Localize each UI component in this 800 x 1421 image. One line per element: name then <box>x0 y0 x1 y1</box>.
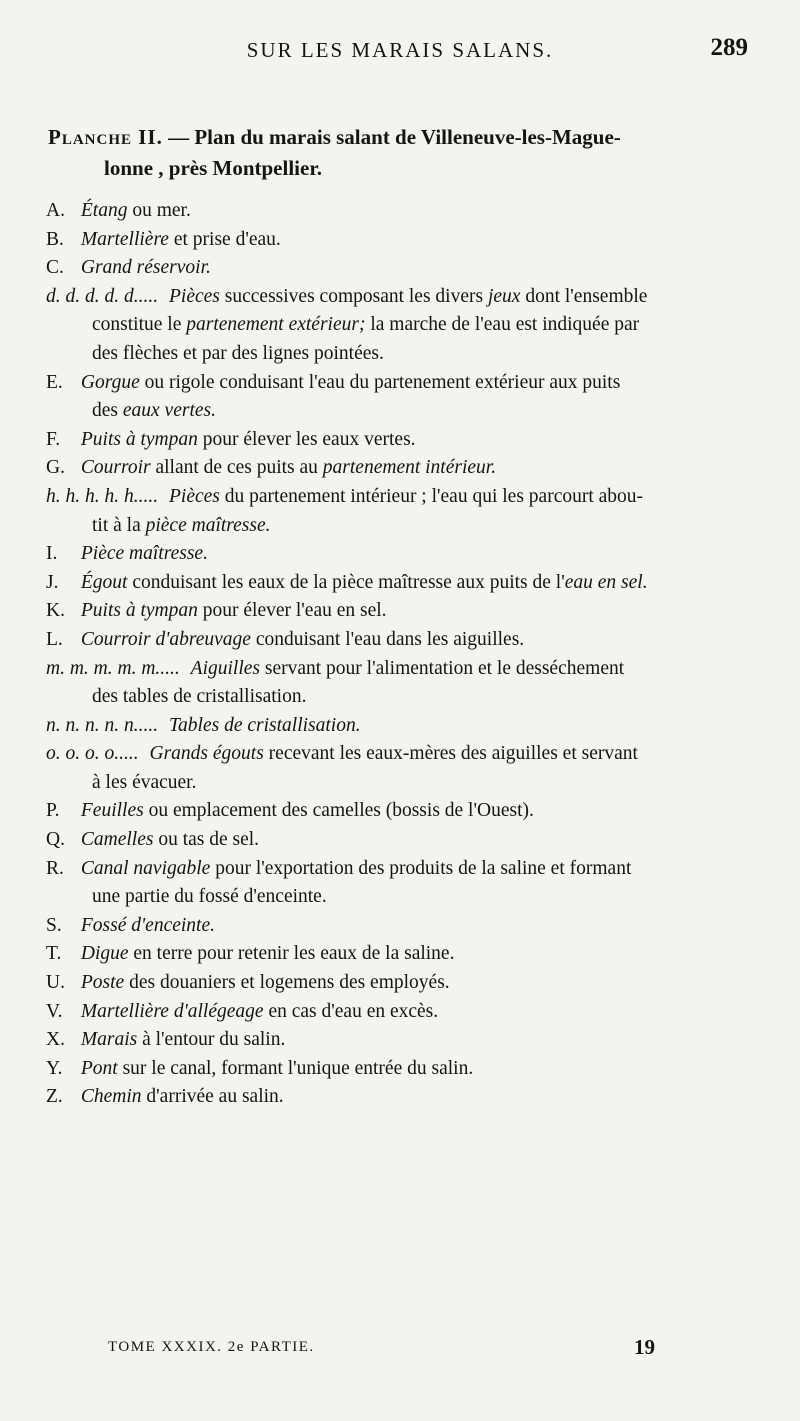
legend-entry-r <box>46 855 762 912</box>
legend-term: Pont <box>80 1057 118 1079</box>
legend-text: pour l'exportation des produits de la saline et formant <box>210 857 632 879</box>
legend-term: Égout <box>80 571 128 593</box>
legend-text: successives composant les divers <box>219 285 488 307</box>
legend-text: ou emplacement des camelles (bossis de l'Ouest). <box>143 800 534 822</box>
legend-term: Puits à tympan <box>80 600 198 622</box>
legend-text: ou mer. <box>127 200 191 221</box>
legend-text: conduisant les eaux de la pièce maîtresse aux puits de l' <box>127 571 565 593</box>
legend-key: E. <box>46 371 63 393</box>
legend-text: en terre pour retenir les eaux de la saline. <box>128 943 455 965</box>
legend-term: Aiguilles <box>190 657 260 679</box>
legend-key: d. d. d. d. d..... <box>46 285 159 307</box>
legend-term: Digue <box>80 943 129 965</box>
legend-continuation: une partie du fossé d'enceinte. <box>92 886 327 908</box>
legend-key: J. <box>46 571 59 593</box>
legend-key: S. <box>46 914 62 936</box>
legend-continuation <box>46 397 762 426</box>
legend-entry-h <box>46 483 762 540</box>
legend-entry-f <box>46 426 762 455</box>
legend-term: Feuilles <box>80 800 144 822</box>
legend-entry-s <box>46 912 762 941</box>
legend-continuation: des tables de cristallisation. <box>92 686 307 708</box>
legend-text: dont l'ensemble <box>520 285 648 307</box>
legend-entry-j <box>46 569 762 598</box>
legend-key: T. <box>46 943 62 965</box>
legend-term: eaux vertes. <box>122 400 216 422</box>
legend-entry-n <box>46 712 762 741</box>
legend-term: Martellière <box>80 228 169 250</box>
legend-entry-q <box>46 826 762 855</box>
legend-key: C. <box>46 257 64 279</box>
legend-term: Courroir d'abreuvage <box>80 628 251 650</box>
legend-key: V. <box>46 1000 63 1022</box>
legend-term: Poste <box>80 972 125 994</box>
legend-key: m. m. m. m. m..... <box>46 657 180 679</box>
legend-term: Courroir <box>80 457 151 479</box>
legend-term: Camelles <box>80 829 154 851</box>
volume-line: TOME XXXIX. 2e PARTIE. <box>108 1339 315 1355</box>
page-number: 289 <box>710 34 748 61</box>
legend-key: A. <box>46 200 65 221</box>
legend-term: Martellière d'allégeage <box>80 1000 264 1022</box>
legend-text: recevant les eaux-mères des aiguilles et servant <box>263 743 638 765</box>
legend-entry-p <box>46 797 762 826</box>
legend-text: à l'entour du salin. <box>137 1029 286 1051</box>
legend-key: R. <box>46 857 64 879</box>
plate-title-line2: lonne , près Montpellier. <box>104 156 322 180</box>
legend-key: F. <box>46 428 61 450</box>
legend-key: K. <box>46 600 65 622</box>
legend-term: partenement intérieur. <box>322 457 497 479</box>
legend-key: o. o. o. o..... <box>46 743 139 765</box>
legend-entry-e <box>46 369 762 426</box>
legend-entry-u <box>46 969 762 998</box>
legend-term: Gorgue <box>80 371 140 393</box>
legend-term: Marais <box>80 1029 138 1051</box>
legend-text: sur le canal, formant l'unique entrée du salin. <box>117 1057 474 1079</box>
legend-entry-c <box>46 254 762 283</box>
legend-text: servant pour l'alimentation et le desséchement <box>260 657 625 679</box>
legend-entry-g <box>46 454 762 483</box>
legend-key: U. <box>46 972 65 994</box>
legend-entry-i <box>46 540 762 569</box>
legend-entry-z <box>46 1083 762 1112</box>
legend-entry-d <box>46 283 762 369</box>
legend-list <box>46 197 762 1112</box>
legend-text: constitue le <box>92 314 187 336</box>
legend-key: Q. <box>46 829 65 851</box>
page-header <box>0 34 800 70</box>
legend-entry-b <box>46 226 762 255</box>
legend-key: I. <box>46 543 58 565</box>
legend-term: Puits à tympan <box>80 428 198 450</box>
legend-key: Y. <box>46 1057 63 1079</box>
legend-text: pour élever l'eau en sel. <box>197 600 387 622</box>
legend-term: Fossé d'enceinte. <box>80 914 215 936</box>
legend-term: Chemin <box>80 1086 142 1108</box>
legend-key: B. <box>46 228 64 250</box>
legend-entry-v <box>46 998 762 1027</box>
legend-text: des douaniers et logemens des employés. <box>124 972 450 994</box>
legend-term: pièce maîtresse. <box>145 514 271 536</box>
legend-continuation <box>46 512 762 541</box>
legend-key: n. n. n. n. n..... <box>46 714 159 736</box>
legend-term: Pièces <box>169 285 220 307</box>
legend-key: X. <box>46 1029 65 1051</box>
legend-key: P. <box>46 800 60 822</box>
legend-continuation <box>46 311 762 340</box>
legend-entry-t <box>46 940 762 969</box>
legend-key: G. <box>46 457 65 479</box>
legend-term: Pièce maîtresse. <box>80 543 208 565</box>
running-title: SUR LES MARAIS SALANS. <box>246 38 554 62</box>
signature-mark: 19 <box>634 1335 655 1359</box>
legend-continuation: à les évacuer. <box>92 771 197 793</box>
legend-term: partenement extérieur; <box>186 314 366 336</box>
legend-term: Étang <box>80 200 128 221</box>
plate-label: Planche II. <box>48 125 163 149</box>
legend-text: pour élever les eaux vertes. <box>197 428 416 450</box>
legend-term: Tables de cristallisation. <box>169 714 361 736</box>
legend-entry-x <box>46 1026 762 1055</box>
legend-text: en cas d'eau en excès. <box>263 1000 439 1022</box>
plate-title <box>48 122 760 184</box>
legend-text: allant de ces puits au <box>150 457 323 479</box>
legend-entry-a <box>46 197 762 226</box>
legend-text: du partenement intérieur ; l'eau qui les parcourt abou- <box>219 485 644 507</box>
legend-entry-l <box>46 626 762 655</box>
legend-key: h. h. h. h. h..... <box>46 485 159 507</box>
page-footer <box>0 1335 800 1365</box>
legend-text: d'arrivée au salin. <box>141 1086 284 1108</box>
legend-text: tit à la <box>92 514 146 536</box>
legend-continuation: des flèches et par des lignes pointées. <box>92 342 384 364</box>
legend-term: Grand réservoir. <box>80 257 211 279</box>
legend-text: conduisant l'eau dans les aiguilles. <box>250 628 525 650</box>
legend-text: ou tas de sel. <box>153 829 260 851</box>
legend-term: Grands égouts <box>149 743 264 765</box>
legend-entry-y <box>46 1055 762 1084</box>
plate-title-line1: Plan du marais salant de Villeneuve-les-Mague- <box>194 125 621 149</box>
legend-key: Z. <box>46 1086 63 1108</box>
legend-term: Canal navigable <box>80 857 211 879</box>
legend-entry-m <box>46 655 762 712</box>
legend-text: ou rigole conduisant l'eau du partenement extérieur aux puits <box>139 371 621 393</box>
legend-key: L. <box>46 628 63 650</box>
legend-entry-k <box>46 597 762 626</box>
legend-term: Pièces <box>169 485 220 507</box>
legend-term: eau en sel. <box>564 571 648 593</box>
legend-term: jeux <box>487 285 521 307</box>
legend-entry-o <box>46 740 762 797</box>
legend-text: la marche de l'eau est indiquée par <box>365 314 640 336</box>
legend-text: des <box>92 400 123 422</box>
plate-dash: — <box>168 125 190 149</box>
legend-text: et prise d'eau. <box>168 228 281 250</box>
